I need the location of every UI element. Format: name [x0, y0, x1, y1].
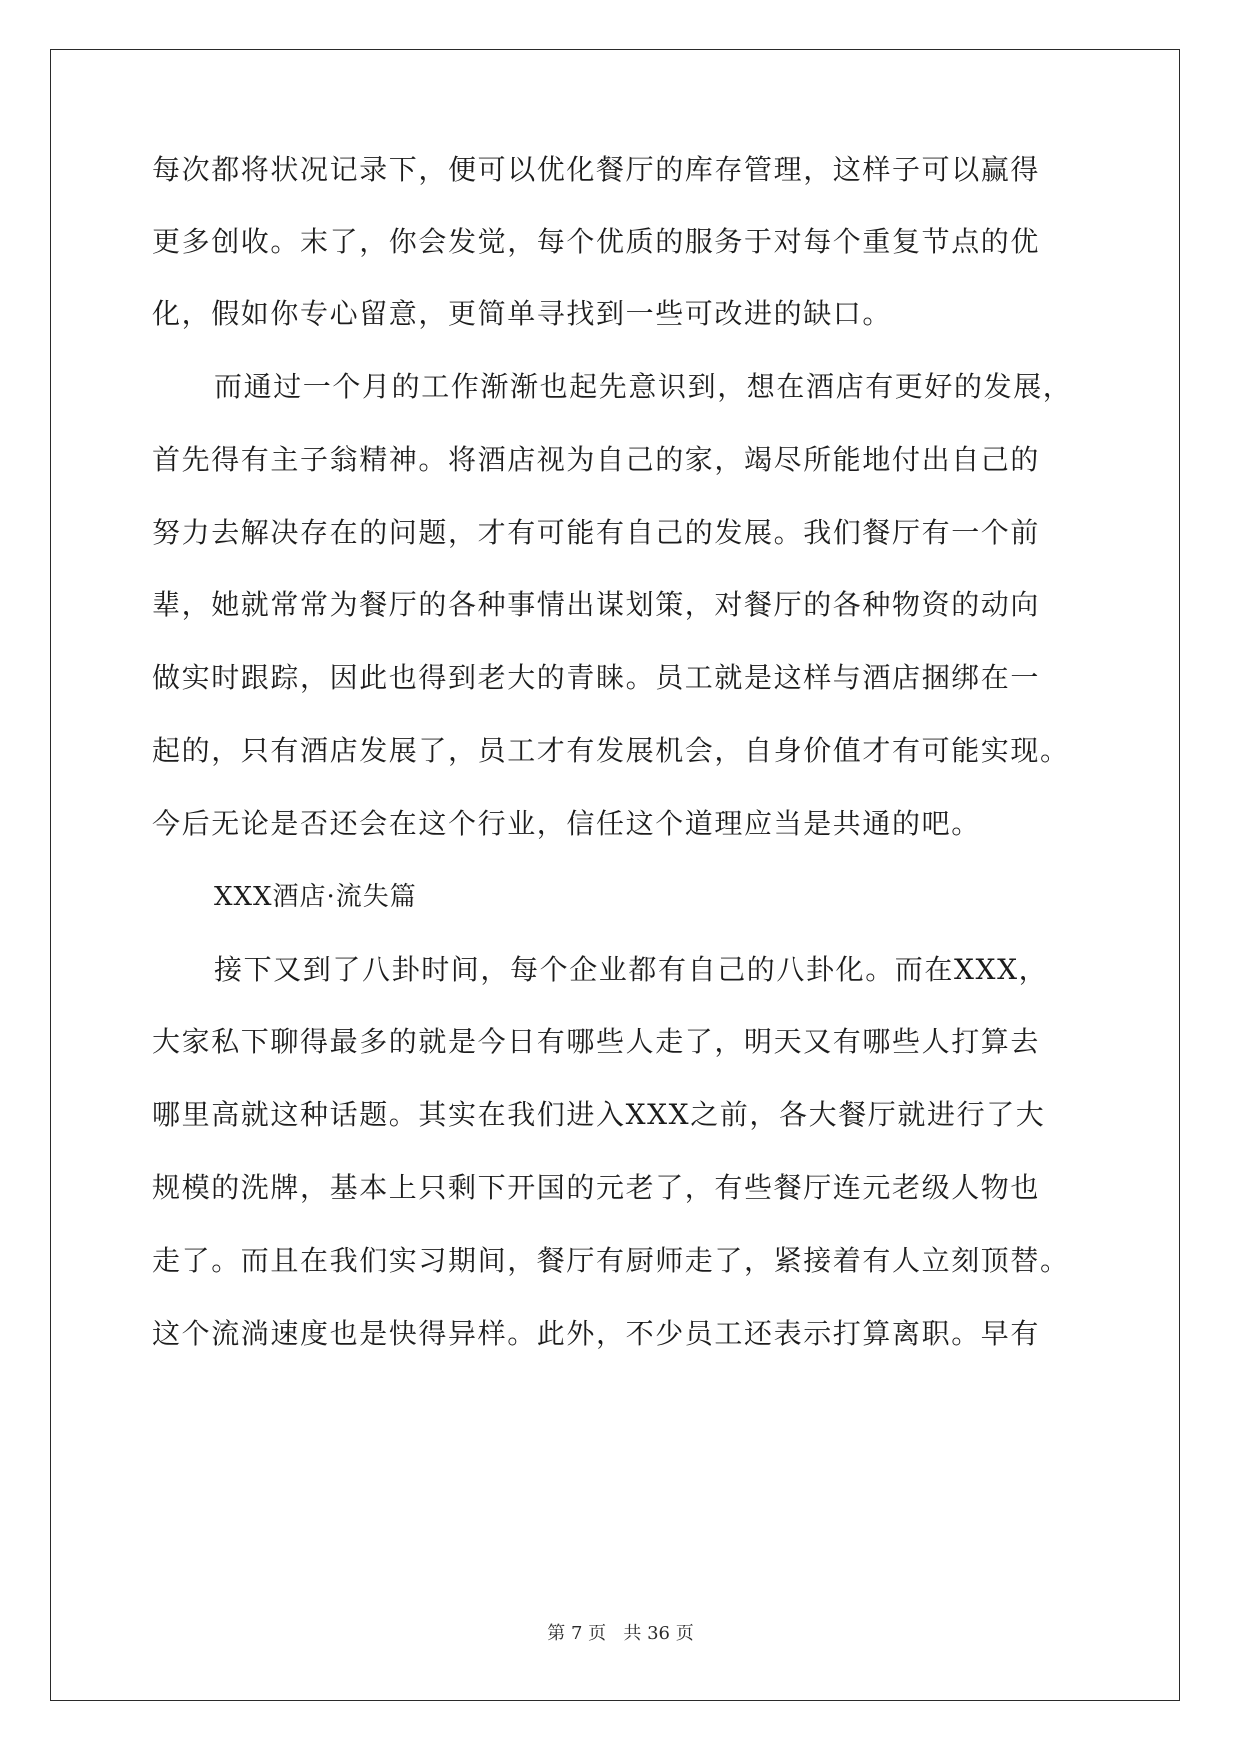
section-heading: XXX酒店·流失篇: [214, 882, 417, 912]
body-text-line: 哪里高就这种话题。其实在我们进入XXX之前，各大餐厅就进行了大: [152, 1098, 1046, 1131]
body-text-line: 起的，只有酒店发展了，员工才有发展机会，自身价值才有可能实现。: [152, 734, 1070, 767]
body-text-line: 更多创收。末了，你会发觉，每个优质的服务于对每个重复节点的优: [152, 225, 1041, 258]
body-text-line: 规模的洗牌，基本上只剩下开国的元老了，有些餐厅连元老级人物也: [152, 1171, 1041, 1204]
body-text-line: 每次都将状况记录下，便可以优化餐厅的库存管理，这样子可以赢得: [152, 153, 1041, 186]
body-text-line: 大家私下聊得最多的就是今日有哪些人走了，明天又有哪些人打算去: [152, 1025, 1041, 1058]
body-text-line: 首先得有主子翁精神。将酒店视为自己的家，竭尽所能地付出自己的: [152, 443, 1041, 476]
body-text-line: 接下又到了八卦时间，每个企业都有自己的八卦化。而在XXX，: [214, 953, 1049, 986]
body-text-line: 这个流淌速度也是快得异样。此外，不少员工还表示打算离职。早有: [152, 1317, 1041, 1350]
body-text-line: 走了。而且在我们实习期间，餐厅有厨师走了，紧接着有人立刻顶替。: [152, 1244, 1070, 1277]
body-text-line: 化，假如你专心留意，更简单寻找到一些可改进的缺口。: [152, 297, 893, 330]
body-text-line: 做实时跟踪，因此也得到老大的青睐。员工就是这样与酒店捆绑在一: [152, 661, 1041, 694]
page-number-footer: 第 7 页 共 36 页: [547, 1623, 694, 1644]
body-text-line: 今后无论是否还会在这个行业，信任这个道理应当是共通的吧。: [152, 807, 981, 840]
body-text-line: 努力去解决存在的问题，才有可能有自己的发展。我们餐厅有一个前: [152, 516, 1041, 549]
body-text-line: 辈，她就常常为餐厅的各种事情出谋划策，对餐厅的各种物资的动向: [152, 588, 1041, 621]
body-text-line: 而通过一个月的工作渐渐也起先意识到，想在酒店有更好的发展，: [214, 370, 1073, 403]
